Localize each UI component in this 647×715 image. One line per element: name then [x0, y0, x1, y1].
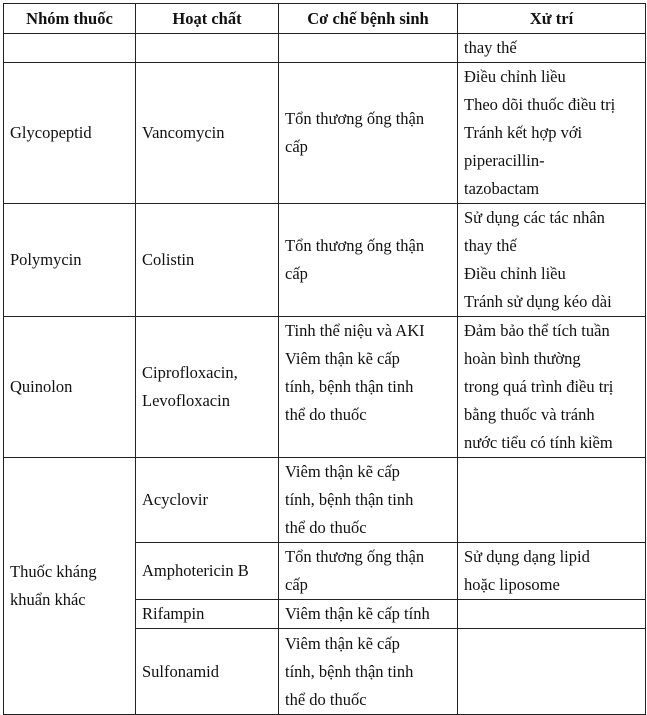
group-cell	[4, 34, 136, 63]
drug-nephrotoxicity-table	[3, 3, 646, 715]
header-active-ingredient: Hoạt chất	[136, 4, 279, 34]
mechanism-cell	[279, 204, 458, 317]
drug-cell	[136, 34, 279, 63]
line: nước tiểu có tính kiềm	[464, 433, 613, 452]
line: hoàn bình thường	[464, 349, 581, 368]
line: cấp	[285, 137, 308, 156]
management-cell	[458, 543, 646, 600]
header-management: Xử trí	[458, 4, 646, 34]
mechanism-cell: Viêm thận kẽ cấp tính	[279, 600, 458, 629]
mechanism-cell	[279, 458, 458, 543]
group-cell	[4, 458, 136, 715]
line: tính, bệnh thận tinh	[285, 661, 414, 681]
drug-cell	[136, 317, 279, 458]
line: Đảm bảo thể tích tuần	[464, 321, 610, 340]
line: khuẩn khác	[10, 590, 86, 609]
line: Vancomycin	[142, 123, 225, 142]
line: cấp	[285, 575, 308, 594]
line: Levofloxacin	[142, 391, 230, 410]
line: Viêm thận kẽ cấp	[285, 633, 400, 653]
management-cell	[458, 317, 646, 458]
line: Tránh kết hợp với	[464, 123, 583, 142]
line: Tinh thể niệu và AKI	[285, 321, 425, 340]
line: Colistin	[142, 250, 195, 269]
header-mechanism: Cơ chế bệnh sinh	[279, 4, 458, 34]
management-cell	[458, 629, 646, 715]
line: Viêm thận kẽ cấp	[285, 349, 400, 368]
line: Điều chỉnh liều	[464, 264, 566, 283]
line: Theo dõi thuốc điều trị	[464, 95, 616, 114]
drug-cell	[136, 204, 279, 317]
line: cấp	[285, 264, 308, 283]
management-cell	[458, 600, 646, 629]
group-cell: Glycopeptid	[4, 63, 136, 204]
line: bằng thuốc và tránh	[464, 405, 595, 424]
group-cell: Polymycin	[4, 204, 136, 317]
line: piperacillin-	[464, 151, 545, 170]
table-row	[4, 34, 646, 63]
header-row	[4, 4, 646, 34]
mechanism-cell	[279, 63, 458, 204]
line: Tổn thương ống thận	[285, 109, 425, 128]
line: Sử dụng dạng lipid	[464, 547, 590, 566]
management-cell	[458, 34, 646, 63]
line: thể do thuốc	[285, 689, 367, 709]
mechanism-cell	[279, 629, 458, 715]
line: tính, bệnh thận tinh	[285, 377, 414, 396]
line: trong quá trình điều trị	[464, 377, 614, 396]
line: Ciprofloxacin,	[142, 363, 238, 382]
table-row	[4, 63, 646, 204]
drug-cell: Rifampin	[136, 600, 279, 629]
line: Điều chỉnh liều	[464, 67, 566, 86]
management-cell	[458, 204, 646, 317]
line: Tổn thương ống thận	[285, 236, 425, 255]
table-row	[4, 458, 646, 543]
line: tazobactam	[464, 179, 540, 198]
header-drug-group: Nhóm thuốc	[4, 4, 136, 34]
line: Tránh sử dụng kéo dài	[464, 292, 612, 311]
line: thay thế	[464, 236, 517, 255]
line: Viêm thận kẽ cấp	[285, 462, 400, 481]
management-cell	[458, 458, 646, 543]
group-cell: Quinolon	[4, 317, 136, 458]
line: tính, bệnh thận tinh	[285, 490, 414, 509]
mechanism-cell	[279, 34, 458, 63]
line: Thuốc kháng	[10, 562, 97, 581]
mechanism-cell	[279, 317, 458, 458]
management-cell	[458, 63, 646, 204]
table-row	[4, 204, 646, 317]
table-row	[4, 317, 646, 458]
line: hoặc liposome	[464, 575, 560, 594]
drug-cell: Sulfonamid	[136, 629, 279, 715]
drug-cell: Acyclovir	[136, 458, 279, 543]
drug-cell: Amphotericin B	[136, 543, 279, 600]
mechanism-cell	[279, 543, 458, 600]
line: Tổn thương ống thận	[285, 547, 425, 566]
line: Sử dụng các tác nhân	[464, 208, 605, 227]
drug-cell	[136, 63, 279, 204]
line: thể do thuốc	[285, 405, 367, 424]
line: thể do thuốc	[285, 518, 367, 537]
line: thay thế	[464, 38, 517, 57]
